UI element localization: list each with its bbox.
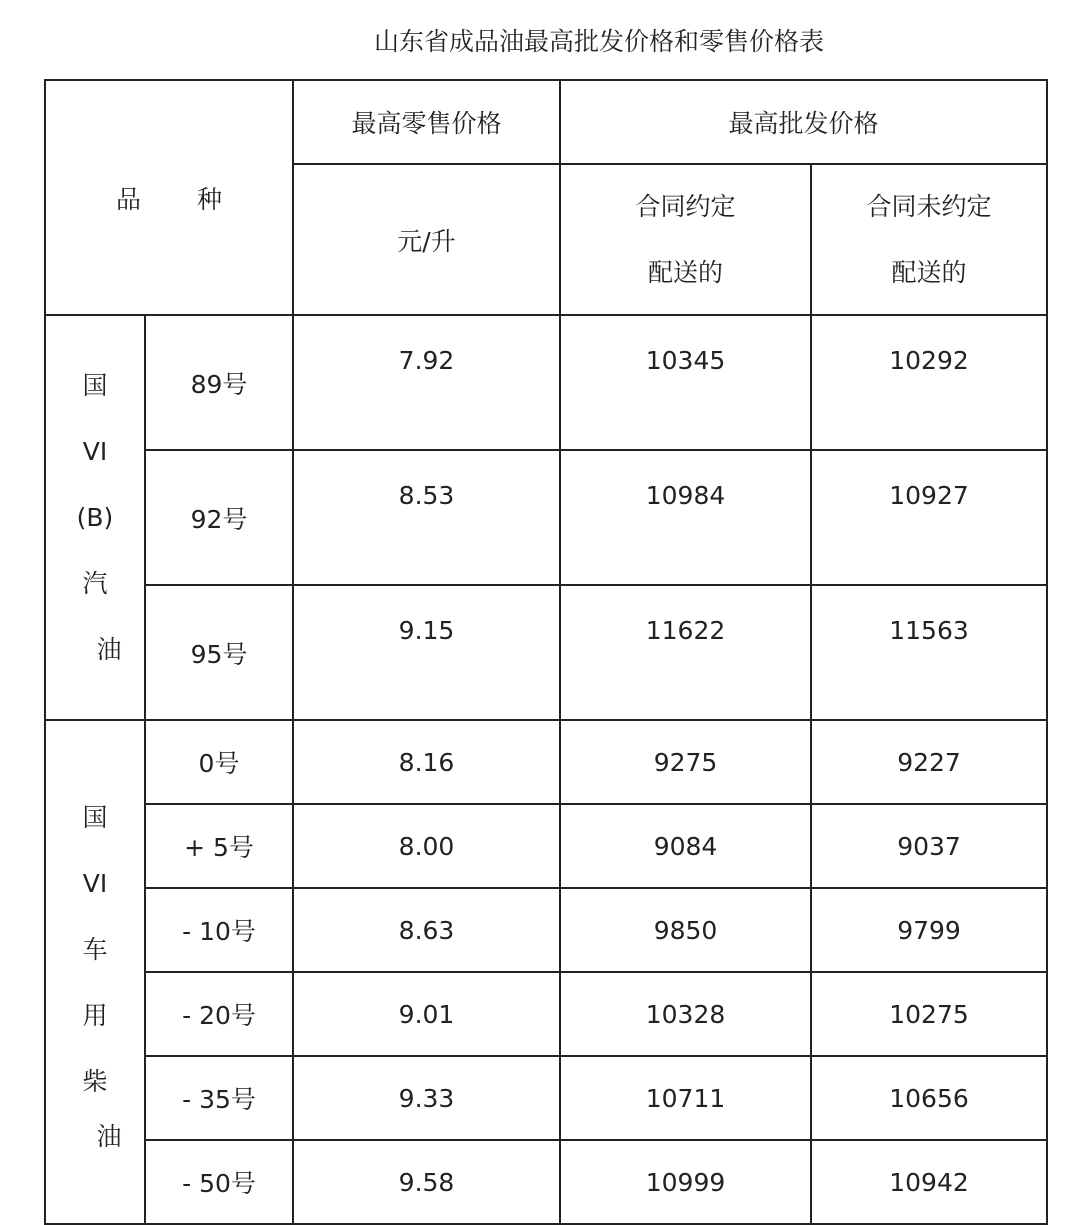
page-title: 山东省成品油最高批发价格和零售价格表 [374, 27, 825, 56]
table-row [45, 315, 1047, 450]
retail-group-header: 最高零售价格 [351, 109, 502, 138]
contract-price-cell: 10345 [560, 315, 811, 450]
no-contract-price-cell: 10656 [811, 1056, 1047, 1140]
table-row [45, 972, 1047, 1056]
contract-price-cell: 9275 [560, 720, 811, 804]
gasoline-category-label [68, 353, 121, 683]
table-row [45, 888, 1047, 972]
no-contract-price-cell: 10942 [811, 1140, 1047, 1224]
contract-delivery-line2: 配送的 [648, 257, 724, 287]
grade-cell: - 50号 [145, 1140, 293, 1224]
grade-cell: - 10号 [145, 888, 293, 972]
diesel-category-cell [45, 720, 145, 1224]
category-char: 车 [82, 935, 108, 964]
title-area [0, 0, 1080, 70]
grade-cell: 92号 [145, 450, 293, 585]
contract-price-cell: 10999 [560, 1140, 811, 1224]
gasoline-category-cell [45, 315, 145, 720]
retail-price-cell: 9.33 [293, 1056, 560, 1140]
retail-unit-cell [293, 164, 560, 315]
grade-cell: - 20号 [145, 972, 293, 1056]
category-char: 柴 [82, 1067, 108, 1096]
retail-unit: 元/升 [397, 226, 456, 256]
no-contract-delivery-line2: 配送的 [891, 257, 967, 287]
category-char: 国 [82, 803, 108, 832]
variety-header-cell [45, 80, 293, 315]
grade-cell: - 35号 [145, 1056, 293, 1140]
retail-price-cell: 9.58 [293, 1140, 560, 1224]
table-row [45, 450, 1047, 585]
contract-delivery-line1: 合同约定 [635, 191, 736, 221]
table-row [45, 804, 1047, 888]
diesel-category-label [68, 785, 121, 1159]
category-char: 国 [82, 370, 108, 400]
no-contract-price-cell: 10292 [811, 315, 1047, 450]
contract-price-cell: 11622 [560, 585, 811, 720]
contract-price-cell: 10984 [560, 450, 811, 585]
category-char: (B) [76, 502, 114, 532]
category-char: VI [82, 869, 108, 898]
retail-price-cell: 8.53 [293, 450, 560, 585]
retail-price-cell: 7.92 [293, 315, 560, 450]
no-contract-price-cell: 10275 [811, 972, 1047, 1056]
no-contract-price-cell: 9037 [811, 804, 1047, 888]
variety-header: 品 种 [116, 184, 246, 214]
wholesale-group-header: 最高批发价格 [728, 109, 879, 138]
no-contract-price-cell: 9227 [811, 720, 1047, 804]
category-char: 用 [82, 1001, 108, 1030]
retail-price-cell: 8.16 [293, 720, 560, 804]
contract-price-cell: 9850 [560, 888, 811, 972]
no-contract-delivery-header-cell [811, 164, 1047, 315]
price-table [44, 79, 1048, 1225]
category-char: 油 [96, 634, 122, 664]
retail-price-cell: 9.01 [293, 972, 560, 1056]
grade-cell: 95号 [145, 585, 293, 720]
retail-price-cell: 8.63 [293, 888, 560, 972]
retail-group-header-cell [293, 80, 560, 164]
contract-price-cell: 9084 [560, 804, 811, 888]
grade-cell: 0号 [145, 720, 293, 804]
contract-price-cell: 10328 [560, 972, 811, 1056]
retail-price-cell: 8.00 [293, 804, 560, 888]
category-char: 油 [96, 1122, 122, 1151]
header-row-1 [45, 80, 1047, 164]
category-char: 汽 [82, 568, 108, 598]
category-char: VI [82, 436, 108, 466]
table-row [45, 1056, 1047, 1140]
grade-cell: 89号 [145, 315, 293, 450]
table-row [45, 585, 1047, 720]
table-row [45, 1140, 1047, 1224]
contract-delivery-header-cell [560, 164, 811, 315]
table-row [45, 720, 1047, 804]
contract-price-cell: 10711 [560, 1056, 811, 1140]
no-contract-price-cell: 9799 [811, 888, 1047, 972]
wholesale-group-header-cell [560, 80, 1047, 164]
no-contract-price-cell: 10927 [811, 450, 1047, 585]
retail-price-cell: 9.15 [293, 585, 560, 720]
no-contract-price-cell: 11563 [811, 585, 1047, 720]
grade-cell: + 5号 [145, 804, 293, 888]
no-contract-delivery-line1: 合同未约定 [866, 191, 992, 221]
